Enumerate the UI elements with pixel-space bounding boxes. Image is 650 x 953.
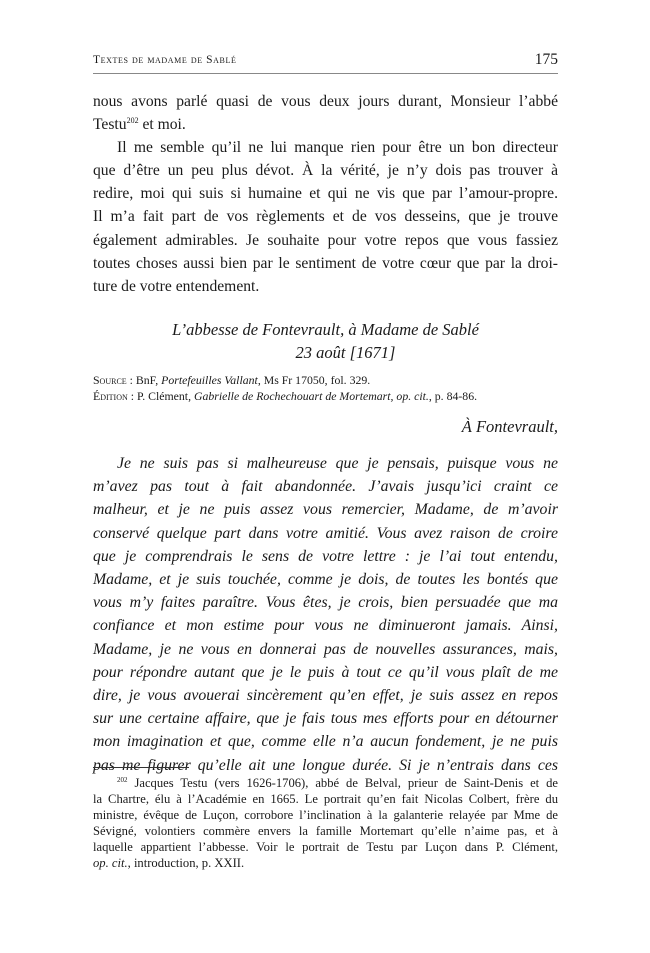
footnote-line: op. cit., introduction, p. XXII. xyxy=(93,856,245,871)
footnote-number: 202 xyxy=(117,776,128,784)
letter-line: confiance et mon estime pour vous ne diminueront jamais. Ainsi, xyxy=(93,617,558,635)
letter-date: 23 août [1671] xyxy=(295,343,396,362)
letter-line: vous m’y faites paraître. Vous êtes, je crois, bien persuadée que ma xyxy=(93,594,558,612)
letter-body xyxy=(93,452,558,777)
page-number: 175 xyxy=(534,51,558,68)
letter-line: Madame, et je suis touchée, comme je dois, de toutes les bontés que xyxy=(93,571,558,589)
body-line: Testu$^{202}$ et moi. xyxy=(93,116,186,134)
body-line: également admirables. Je souhaite pour votre repos que vous fassiez xyxy=(93,231,558,249)
body-line: redire, moi qui suis si humaine et qui ne vis que par l’amour-propre. xyxy=(93,185,558,203)
letter-line: m’avez pas tout à fait abandonnée. J’avais jusqu’ici craint ce xyxy=(93,478,558,496)
running-title: Textes de madame de Sablé xyxy=(93,54,237,66)
footnote-line: Sévigné, volontiers commère envers la famille Mortemart qu’elle n’aime pas, et à xyxy=(93,824,558,839)
footnote-divider xyxy=(93,767,189,768)
footnote-line: ministre, évêque de Luçon, corrobore l’inclination à la galanterie relayée par Mme de xyxy=(93,808,558,823)
footnote xyxy=(93,775,558,872)
testu-word: Testu xyxy=(93,116,127,134)
body-line: nous avons parlé quasi de vous deux jours durant, Monsieur l’abbé xyxy=(93,93,558,110)
footnote-line: $^{202}$ Jacques Testu (vers 1626-1706), abbé de Belval, prieur de Saint-Denis et de xyxy=(117,776,558,790)
letter-line: dire, je vous avouerai sincèrement qu’en effet, je suis assez en repos xyxy=(93,687,558,705)
letter-line: malheur, et je ne puis assez vous remercier, Madame, de m’avoir xyxy=(93,501,558,519)
letter-heading xyxy=(93,318,558,364)
edition-line: Édition : P. Clément, Gabrielle de Rochechouart de Mortemart, op. cit., p. 84-86. xyxy=(93,389,478,403)
letter-line: Madame, je ne vous en donnerai pas de nouvelles assurances, mais, xyxy=(93,640,558,658)
body-line: que d’être un peu plus dévot. À la vérité, je n’y dois pas trouver à xyxy=(93,162,558,180)
footnote-ref: 202 xyxy=(126,116,139,126)
place-line: À Fontevrault, xyxy=(461,417,558,436)
letter-line: mon imagination et que, comme elle n’a aucun fondement, je ne puis xyxy=(93,733,558,751)
footnote-line: la Chartre, élu à l’Académie en 1665. Le portrait qu’en fait Nicolas Colbert, frère du xyxy=(93,792,558,807)
footnote-line: laquelle appartient l’abbesse. Voir le portrait de Testu par Luçon dans P. Clément, xyxy=(93,840,558,855)
body-paragraphs xyxy=(93,90,558,298)
letter-line: Je ne suis pas si malheureuse que je pensais, puisque vous ne xyxy=(117,455,558,472)
body-line: ture de votre entendement. xyxy=(93,277,260,295)
running-header xyxy=(93,53,558,74)
letter-line: pour répondre autant que je le puis à tout ce qu’il vous plaît de me xyxy=(93,663,558,681)
body-line: Il me semble qu’il ne lui manque rien pour être un bon directeur xyxy=(117,139,558,157)
body-line: Il m’a fait part de vos règlements et de vos desseins, que je trouve xyxy=(93,208,558,226)
body-line: toutes choses aussi bien par le sentiment de votre cœur que par la droi- xyxy=(93,254,558,272)
letter-line: conservé quelque part dans votre amitié. Vous avez raison de croire xyxy=(93,524,558,542)
source-block xyxy=(93,372,558,404)
letter-title: L’abbesse de Fontevrault, à Madame de Sablé xyxy=(172,320,479,339)
letter-line: que je comprendrais le sens de votre lettre : je l’ai tout entendu, xyxy=(93,547,558,565)
letter-line: sur une certaine affaire, que je fais tous mes efforts pour en détourner xyxy=(93,710,558,728)
source-line: Source : BnF, Portefeuilles Vallant, Ms Fr 17050, fol. 329. xyxy=(93,373,371,387)
letter-line: pas me figurer qu’elle ait une longue durée. Si je n’entrais dans ces xyxy=(93,756,558,774)
